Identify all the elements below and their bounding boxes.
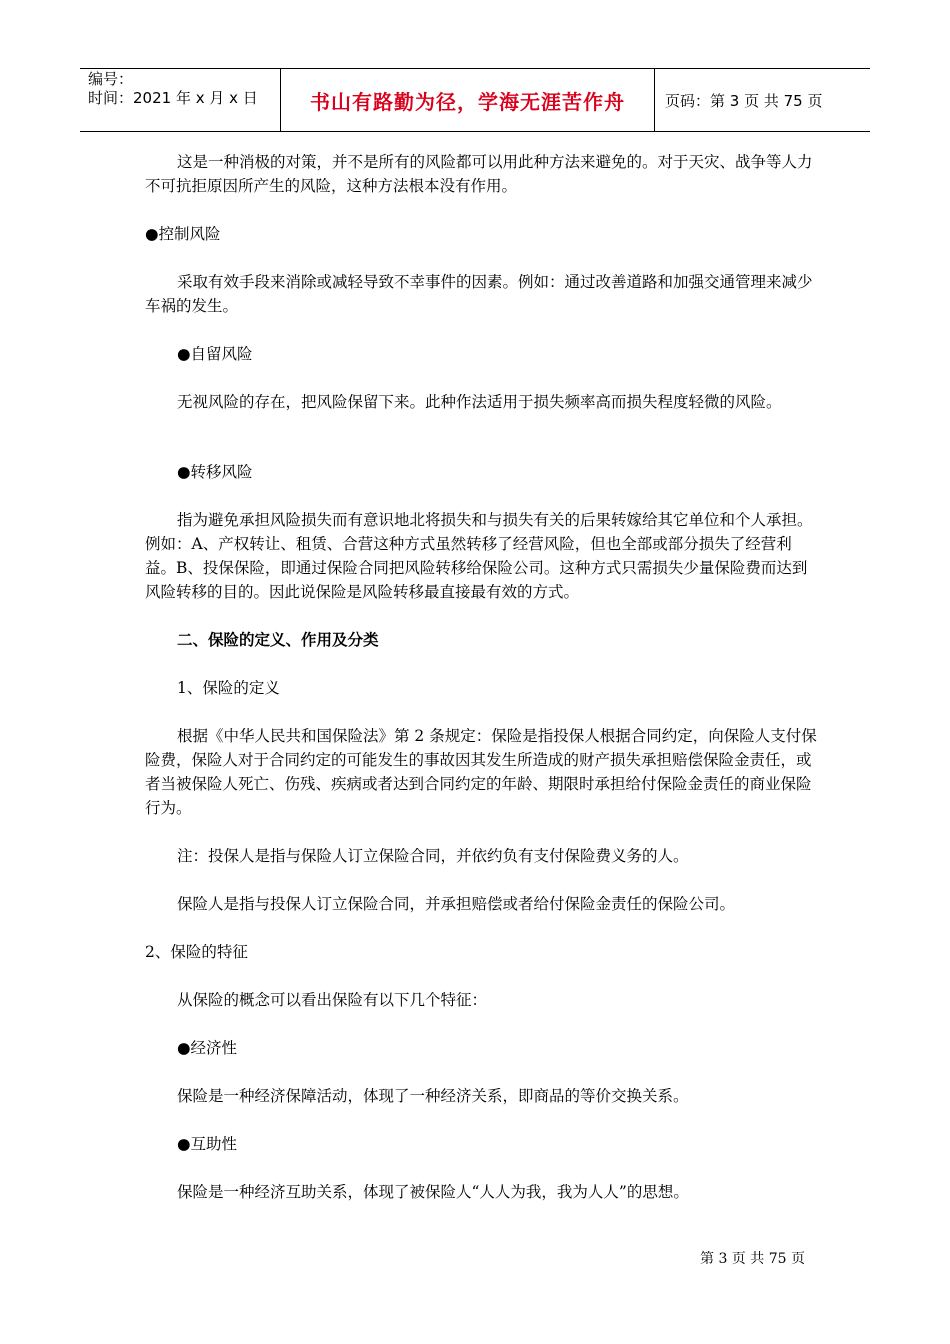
paragraph-control-risk: 采取有效手段来消除或减轻导致不幸事件的因素。例如：通过改善道路和加强交通管理来减少车祸的发生。 xyxy=(145,273,813,315)
heading-mutual: ●互助性 xyxy=(177,1135,238,1153)
header-motto: 书山有路勤为径，学海无涯苦作舟 xyxy=(310,89,625,114)
heading-transfer-risk: ●转移风险 xyxy=(177,463,253,481)
paragraph-economic: 保险是一种经济保障活动，体现了一种经济关系，即商品的等价交换关系。 xyxy=(177,1087,689,1105)
header-motto-cell xyxy=(281,69,655,131)
page-footer xyxy=(700,1248,805,1268)
page-header xyxy=(80,68,870,132)
document-number-label: 编号： xyxy=(88,70,134,88)
section-heading-insurance: 二、保险的定义、作用及分类 xyxy=(177,630,379,649)
document-body xyxy=(145,150,820,1204)
subheading-features: 2、保险的特征 xyxy=(145,943,248,961)
footer-page-number: 第 3 页 共 75 页 xyxy=(700,1251,805,1267)
paragraph-features: 从保险的概念可以看出保险有以下几个特征： xyxy=(177,991,488,1009)
document-date: 时间：2021 年 x 月 x 日 xyxy=(88,89,258,107)
note-insurer: 保险人是指与投保人订立保险合同，并承担赔偿或者给付保险金责任的保险公司。 xyxy=(177,895,736,913)
subheading-definition: 1、保险的定义 xyxy=(177,679,280,697)
heading-control-risk: ●控制风险 xyxy=(145,225,221,243)
paragraph-retain-risk: 无视风险的存在，把风险保留下来。此种作法适用于损失频率高而损失程度轻微的风险。 xyxy=(177,393,782,411)
header-page-code: 页码：第 3 页 共 75 页 xyxy=(665,91,823,110)
paragraph-avoid-risk: 这是一种消极的对策，并不是所有的风险都可以用此种方法来避免的。对于天灾、战争等人力不可抗拒原因所产生的风险，这种方法根本没有作用。 xyxy=(145,153,813,195)
heading-retain-risk: ●自留风险 xyxy=(177,345,253,363)
note-policyholder: 注：投保人是指与保险人订立保险合同，并依约负有支付保险费义务的人。 xyxy=(177,847,689,865)
header-page-code-cell xyxy=(655,69,870,131)
header-meta xyxy=(80,69,281,131)
paragraph-mutual: 保险是一种经济互助关系，体现了被保险人“人人为我，我为人人”的思想。 xyxy=(177,1183,689,1201)
heading-economic: ●经济性 xyxy=(177,1039,238,1057)
paragraph-transfer-risk: 指为避免承担风险损失而有意识地北将损失和与损失有关的后果转嫁给其它单位和个人承担。例如：A、产权转让、租赁、合营这种方式虽然转移了经营风险，但也全部或部分损失了经营利益。B、投保保险，即通过保险合同把风险转移给保险公司。这种方式只需损失少量保险费而达到风险转移的目的。因此说保险是风险转移最直接最有效的方式。 xyxy=(145,511,813,601)
paragraph-definition: 根据《中华人民共和国保险法》第 2 条规定：保险是指投保人根据合同约定，向保险人支付保险费，保险人对于合同约定的可能发生的事故因其发生所造成的财产损失承担赔偿保险金责任，或者当被保险人死亡、伤残、疾病或者达到合同约定的年龄、期限时承担给付保险金责任的商业保险行为。 xyxy=(145,727,817,817)
